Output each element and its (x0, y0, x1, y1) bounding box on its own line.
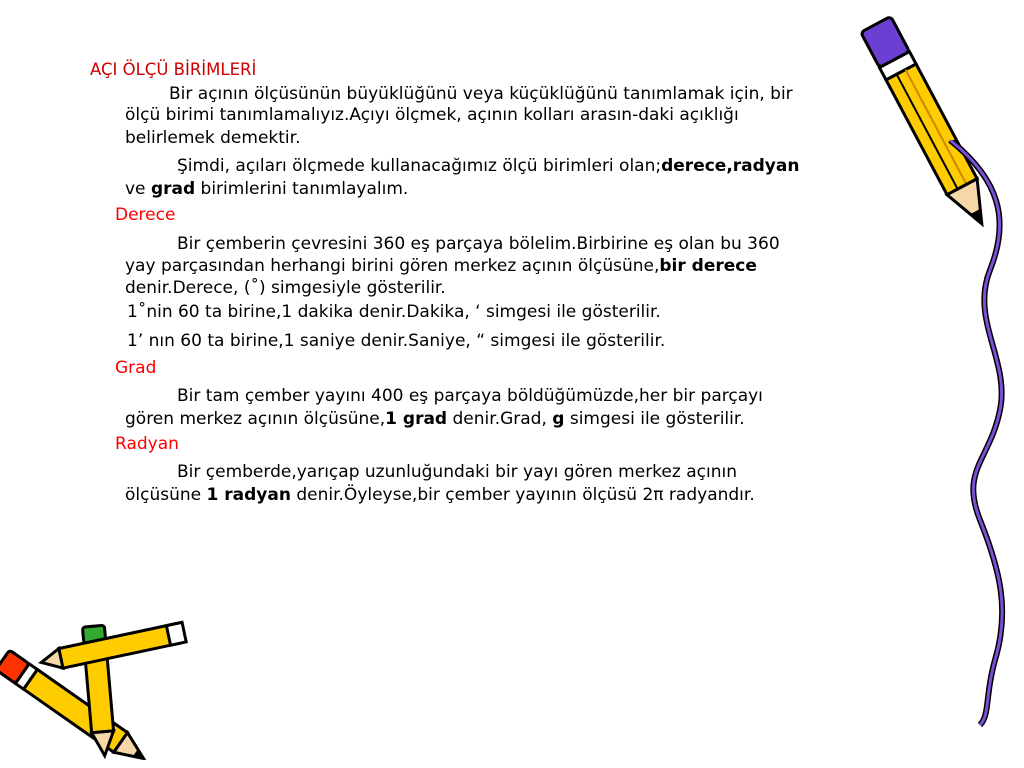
saniye-line: 1’ nın 60 ta birine,1 saniye denir.Saniye, “ simgesi ile gösterilir. (127, 331, 666, 351)
radyan-line-2 (125, 485, 755, 505)
grad-line-2-bold: 1 grad (385, 409, 448, 429)
dakika-line: 1˚nin 60 ta birine,1 dakika denir.Dakika, ‘ simgesi ile gösterilir. (127, 302, 661, 322)
radyan-line-2-post: denir.Öyleyse,bir çember yayının ölçüsü 2π radyandır. (290, 485, 755, 505)
derece-line-1: Bir çemberin çevresini 360 eş parçaya bölelim.Birbirine eş olan bu 360 (177, 234, 780, 254)
intro-p2-bold-2: grad (150, 179, 196, 199)
intro-p2-text: Şimdi, açıları ölçmede kullanacağımız ölçü birimleri olan; (177, 156, 662, 176)
radyan-line-2-bold: 1 radyan (206, 485, 291, 505)
pencils-bundle-icon (0, 610, 190, 760)
derece-line-2 (125, 256, 757, 276)
squiggle-line (940, 140, 1024, 730)
page-title: AÇI ÖLÇÜ BİRİMLERİ (90, 60, 257, 79)
intro-line-2: ölçü birimi tanımlamalıyız.Açıyı ölçmek, açının kolları arasın-daki açıklığı (125, 105, 739, 125)
radyan-line-1: Bir çemberde,yarıçap uzunluğundaki bir yayı gören merkez açının (177, 462, 737, 482)
intro-p2-text-3: birimlerini tanımlayalım. (195, 179, 409, 199)
derece-heading: Derece (115, 205, 176, 225)
intro-line-1: Bir açının ölçüsünün büyüklüğünü veya küçüklüğünü tanımlamak için, bir (169, 84, 793, 104)
grad-line-1: Bir tam çember yayını 400 eş parçaya böldüğümüzde,her bir parçayı (177, 386, 763, 406)
radyan-line-2-text: ölçüsüne (125, 485, 207, 505)
grad-line-2-post: simgesi ile gösterilir. (564, 409, 745, 429)
intro-p2-text-2: ve (125, 179, 151, 199)
grad-heading: Grad (115, 358, 157, 378)
intro-p2-bold: derece,radyan (661, 156, 800, 176)
derece-line-2-bold: bir derece (659, 256, 757, 276)
grad-line-2-text: gören merkez açının ölçüsüne, (125, 409, 386, 429)
grad-symbol-bold: g (552, 409, 565, 429)
radyan-heading: Radyan (115, 434, 179, 454)
derece-line-3: denir.Derece, (˚) simgesiyle gösterilir. (125, 278, 446, 298)
intro-line-3: belirlemek demektir. (125, 128, 301, 148)
intro-p2-line-2 (125, 179, 408, 199)
grad-line-2-mid: denir.Grad, (447, 409, 553, 429)
intro-p2-line-1 (177, 156, 799, 176)
derece-line-2-text: yay parçasından herhangi birini gören merkez açının ölçüsüne, (125, 256, 660, 276)
grad-line-2 (125, 409, 745, 429)
